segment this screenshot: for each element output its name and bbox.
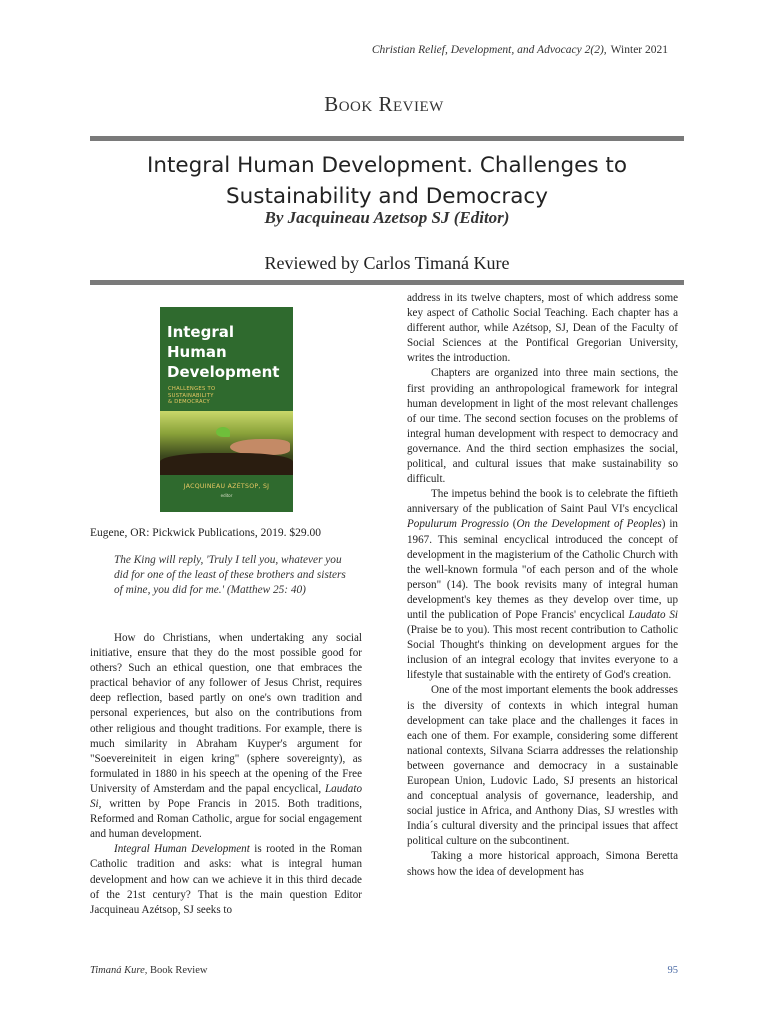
footer-author: Timaná Kure, [90,965,148,976]
journal-name: Christian Relief, Development, and Advocacy 2(2), [371,44,607,56]
paragraph [90,842,362,917]
footer-label: Book Review [150,965,208,976]
reviewer-line: Reviewed by Carlos Timaná Kure [264,253,510,273]
page-number: 95 [667,965,678,976]
paragraph: address in its twelve chapters, most of which address some key aspect of Catholic Social Teaching. Each chapter has a different author, while Azétsop, SJ, Dean of the Faculty of Social Sciences at the Pontifical Gregorian University, writes the introduction. [407,292,678,365]
cover-title-line-2: Human [167,343,227,361]
journal-header [372,44,668,56]
italic-title: Integral Human Development [114,843,250,856]
left-column [90,631,362,918]
soil-shape [160,453,293,475]
paragraph-text: (Praise be to you). This most recent contribution to Catholic Social Thought's thinking on development argues for the inclusion of an integral ecology that invites everyone to a lifestyle that sustainable with the entirety of God's creation. [407,624,678,682]
cover-subtitle-line-1: CHALLENGES TO [168,386,216,392]
issue-date: Winter 2021 [610,44,668,56]
paragraph-text: is rooted in the Roman Catholic tradition and asks: what is integral human development and how can we achieve it in this third decade of the 21st century? That is the main question Editor Jacquineau Azétsop, SJ seeks to [90,843,362,916]
cover-author: JACQUINEAU AZÉTSOP, SJ [183,483,270,490]
paragraph: Chapters are organized into three main sections, the first providing an anthropological framework for integral human development in light of the most relevant challenges of our time. The second section focuses on the problems of integral human development with respect to democracy and governance. And the third section emphasizes the social, political, and cultural issues that make sustainability so difficult. [407,367,678,486]
book-author: By Jacquineau Azetsop SJ (Editor) [264,208,510,227]
italic-title: Laudato Si, [90,782,362,811]
section-label: Book Review [324,92,444,116]
seedling-icon [216,427,230,437]
paragraph: Taking a more historical approach, Simona Beretta shows how the idea of development has [407,850,678,878]
cover-title [167,322,289,382]
italic-title: On the Development of Peoples [516,518,662,531]
cover-photo-hands-seedling [160,411,293,475]
footer-running-title [90,965,207,976]
paragraph-text: The impetus behind the book is to celebrate the fiftieth anniversary of the publication of Saint Paul VI's encyclical [407,488,678,516]
paragraph [90,631,362,842]
cover-subtitle-line-3: & DEMOCRACY [168,399,210,405]
paragraph [407,487,678,683]
right-column [407,291,678,880]
publication-info: Eugene, OR: Pickwick Publications, 2019. $29.00 [90,527,321,539]
italic-title: Laudato Si [628,608,679,621]
cover-title-line-3: Development [167,363,280,381]
paragraph-text: ( [512,518,517,531]
italic-title: Populurum Progressio [407,518,509,531]
epigraph-quote: The King will reply, 'Truly I tell you, whatever you did for one of the least of these brothers and sisters of mine, you did for me.' (Matthew 25: 40) [114,554,346,596]
title-divider [90,280,684,285]
book-cover-image [160,307,293,512]
book-title-line-2: Sustainability and Democracy [226,184,548,209]
paragraph-text: ) in 1967. This seminal encyclical introduced the concept of development in the magisterium of the Catholic Church with the well-known formula "of each person and of the whole person" (14). The book revisits many of integral human development's key themes as they develop over time, up until the publication of Pope Francis' encyclical [407,518,678,621]
paragraph-text: How do Christians, when undertaking any social initiative, ensure that they do the most possible good for others? Such an ethical question, one that embraces the practical behavior of any follower of Jesus Christ, requires deep reflection, based partly on one's own tradition and personal experiences, but also on the contributions from other religious and thought traditions. For example, there is much similarity in Abraham Kuyper's argument for "Soevereiniteit in eigen kring" (sphere sovereignty), as formulated in 1880 in his speech at the opening of the Free University of Amsterdam and the papal encyclical, [90,632,362,795]
cover-title-line-1: Integral [167,323,235,341]
paragraph-text: written by Pope Francis in 2015. Both traditions, Reformed and Roman Catholic, argue for social engagement and human development. [90,798,362,841]
paragraph: One of the most important elements the book addresses is the diversity of contexts in which integral human development can take place and the challenges it faces in each one of them. For example, considering some different national contexts, Silvana Sciarra addresses the relationship between governance and democracy in a sustainable European Union, Ludovic Lado, SJ presents an historical and conceptual analysis of governance, leadership, and social justice in Africa, and Anthony Dias, SJ wrestles with India´s cultural diversity and the principal issues that affect political culture on the subcontinent. [407,684,678,848]
cover-editor-label: editor [220,493,233,498]
cover-subtitle-line-2: SUSTAINABILITY [168,392,214,399]
cover-subtitle [168,386,286,406]
book-title [90,150,684,212]
top-divider [90,136,684,141]
book-title-line-1: Integral Human Development. Challenges to [147,153,627,178]
